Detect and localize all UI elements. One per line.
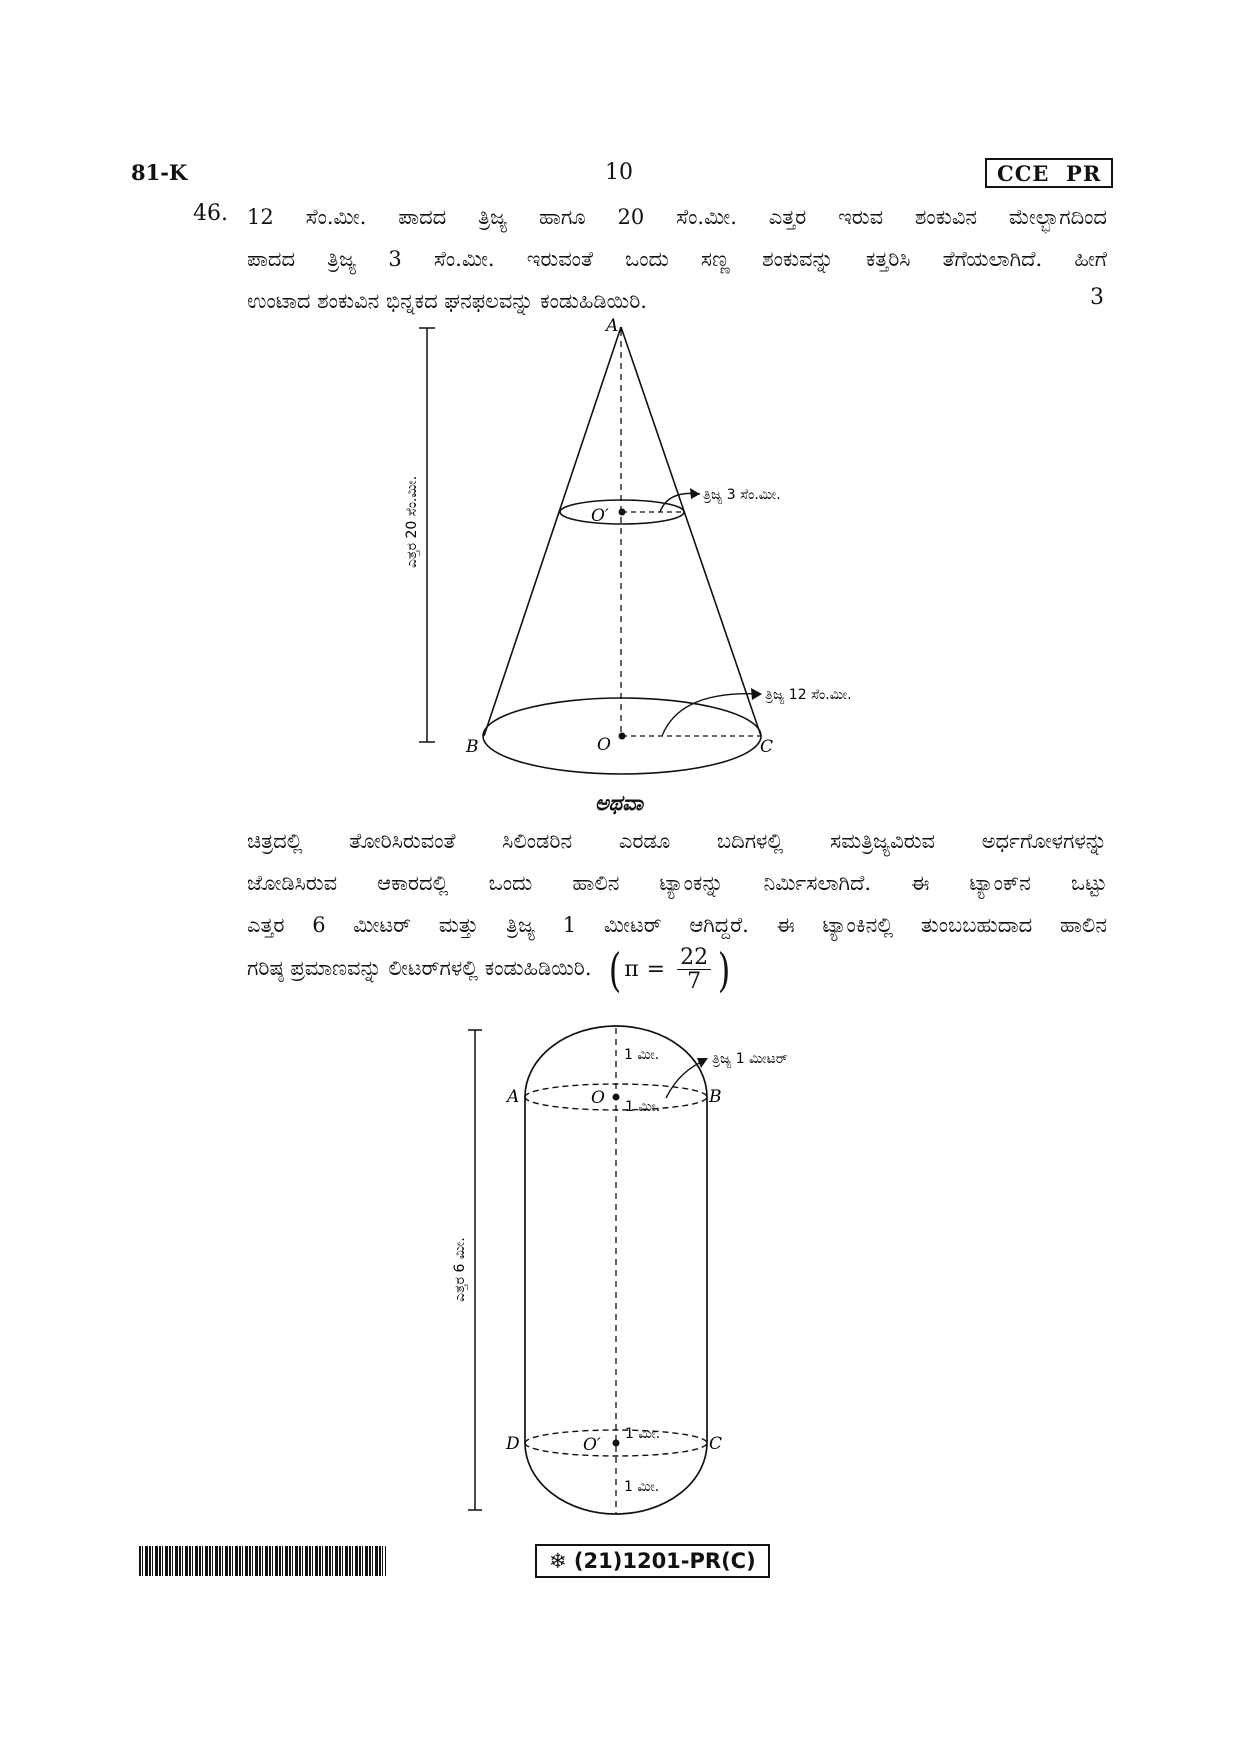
tank-top-hemisphere-label: 1 ಮೀ.: [624, 1047, 660, 1063]
question-number: 46.: [193, 201, 228, 226]
or-separator: ಅಥವಾ: [594, 790, 644, 815]
tank-label-c: C: [709, 1434, 723, 1454]
tank-label-a: A: [507, 1087, 520, 1107]
footer-code-box: [535, 1544, 770, 1578]
question-line: ಉಂಟಾದ ಶಂಕುವಿನ ಭಿನ್ನಕದ ಘನಫಲವನ್ನು ಕಂಡುಹಿಡಿಯಿರಿ.: [247, 289, 647, 313]
pi-value: ( π = $\frac{22}{7}$ ): [608, 942, 731, 997]
tank-bottom-hemisphere-label: 1 ಮೀ.: [624, 1479, 660, 1495]
cone-label-c: C: [760, 737, 774, 757]
alternative-line: ಚಿತ್ರದಲ್ಲಿ ತೋರಿಸಿರುವಂತೆ ಸಿಲಿಂಡರಿನ ಎರಡೂ ಬದಿಗಳಲ್ಲಿ ಸಮತ್ರಿಜ್ಯವಿರುವ ಅರ್ಧಗೋಳಗಳನ್ನು: [247, 829, 1107, 853]
marks: 3: [1090, 285, 1104, 310]
alternative-line: ಜೋಡಿಸಿರುವ ಆಕಾರದಲ್ಲಿ ಒಂದು ಹಾಲಿನ ಟ್ಯಾಂಕನ್ನು ನಿರ್ಮಿಸಲಾಗಿದೆ. ಈ ಟ್ಯಾಂಕ್‌ನ ಒಟ್ಟು: [247, 871, 1107, 895]
tank-radius-callout-line: [666, 1060, 706, 1098]
pi-numerator: 22: [677, 946, 711, 970]
tank-radius-callout-label: ತ್ರಿಜ್ಯ 1 ಮೀಟರ್: [712, 1051, 788, 1067]
pi-symbol: π: [624, 956, 639, 982]
barcode: [139, 1546, 386, 1576]
pi-denominator: 7: [687, 969, 702, 995]
cone-label-b: B: [466, 737, 479, 757]
cone-label-o: O: [597, 735, 611, 755]
cone-label-a: A: [606, 316, 619, 336]
cone-base-radius-label: ತ್ರಿಜ್ಯ 12 ಸೆಂ.ಮೀ.: [765, 687, 852, 703]
question-line: ಪಾದದ ತ್ರಿಜ್ಯ 3 ಸೆಂ.ಮೀ. ಇರುವಂತೆ ಒಂದು ಸಣ್ಣ ಶಂಕುವನ್ನು ಕತ್ತರಿಸಿ ತೆಗೆಯಲಾಗಿದೆ. ಹೀಗೆ: [247, 247, 1107, 271]
snowflake-icon: ❄: [549, 1549, 567, 1573]
question-line: 12 ಸೆಂ.ಮೀ. ಪಾದದ ತ್ರಿಜ್ಯ ಹಾಗೂ 20 ಸೆಂ.ಮೀ. ಎತ್ತರ ಇರುವ ಶಂಕುವಿನ ಮೇಲ್ಭಾಗದಿಂದ: [247, 205, 1107, 229]
cone-height-label: ಎತ್ತರ 20 ಸೆಂ.ಮೀ.: [404, 475, 420, 568]
tank-label-o: O: [591, 1088, 605, 1108]
tank-height-label: ಎತ್ತರ 6 ಮೀ.: [452, 1237, 468, 1302]
tank-label-b: B: [709, 1087, 722, 1107]
equals-sign: =: [646, 956, 666, 982]
paper-code: 81-K: [131, 160, 188, 185]
tank-bottom-centre-dot: [613, 1440, 620, 1447]
alternative-line: ಎತ್ತರ 6 ಮೀಟರ್ ಮತ್ತು ತ್ರಿಜ್ಯ 1 ಮೀಟರ್ ಆಗಿದ್ದರೆ. ಈ ಟ್ಯಾಂಕಿನಲ್ಲಿ ತುಂಬಬಹುದಾದ ಹಾಲಿನ: [247, 913, 1107, 937]
alternative-line: ಗರಿಷ್ಠ ಪ್ರಮಾಣವನ್ನು ಲೀಟರ್‌ಗಳಲ್ಲಿ ಕಂಡುಹಿಡಿಯಿರಿ.: [247, 956, 592, 981]
footer-code: (21)1201-PR(C): [573, 1549, 756, 1573]
cone-top-radius-label: ತ್ರಿಜ್ಯ 3 ಸೆಂ.ಮೀ.: [703, 487, 781, 503]
page-number: 10: [605, 160, 633, 185]
tank-label-o-prime: O′: [583, 1435, 601, 1455]
tank-bottom-radius-label: 1 ಮೀ.: [625, 1426, 661, 1442]
tank-top-centre-dot: [613, 1094, 620, 1101]
tank-top-radius-label: 1 ಮೀ.: [625, 1099, 661, 1115]
exam-badge: CCE PR: [985, 158, 1113, 188]
cone-label-o-prime: O′: [591, 506, 609, 526]
tank-label-d: D: [506, 1434, 520, 1454]
